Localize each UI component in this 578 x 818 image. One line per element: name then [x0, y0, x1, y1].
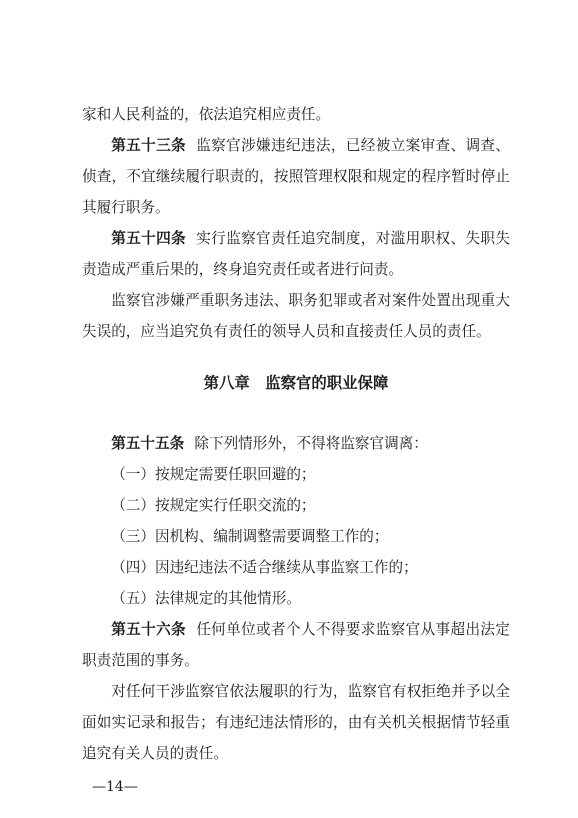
article-55-item-2: （二）按规定实行任职交流的；	[111, 497, 316, 514]
article-55-text: 除下列情形外，不得将监察官调离：	[194, 435, 428, 452]
article-55-number: 第五十五条	[111, 435, 185, 452]
chapter-title: 第八章 监察官的职业保障	[203, 374, 389, 392]
article-56-paragraph-2: 对任何干涉监察官依法履职的行为，监察官有权拒绝并予以全面如实记录和报告；有违纪违法情形的，由有关机关根据情节轻重追究有关人员的责任。	[82, 683, 510, 762]
article-55-item-1: （一）按规定需要任职回避的；	[111, 466, 316, 483]
article-54	[82, 223, 510, 285]
article-56-text: 任何单位或者个人不得要求监察官从事超出法定职责范围的事务。	[82, 621, 510, 669]
article-53-text: 监察官涉嫌违纪违法，已经被立案审查、调查、侦查，不宜继续履行职责的，按照管理权限和规定的程序暂时停止其履行职务。	[82, 137, 510, 216]
article-53-number: 第五十三条	[111, 137, 186, 154]
article-55-item-3: （三）因机构、编制调整需要调整工作的；	[111, 528, 389, 545]
article-53	[82, 130, 510, 223]
article-55-item-4: （四）因违纪违法不适合继续从事监察工作的；	[111, 559, 418, 576]
article-55	[82, 428, 510, 459]
article-55-item-5: （五）法律规定的其他情形。	[111, 590, 301, 607]
article-54-number: 第五十四条	[111, 230, 186, 247]
paragraph-continuation: 家和人民利益的，依法追究相应责任。	[82, 106, 331, 123]
article-54-paragraph-2: 监察官涉嫌严重职务违法、职务犯罪或者对案件处置出现重大失误的，应当追究负有责任的领导人员和直接责任人员的责任。	[82, 292, 510, 340]
article-54-text: 实行监察官责任追究制度，对滥用职权、失职失责造成严重后果的，终身追究责任或者进行问责。	[82, 230, 510, 278]
page-body	[82, 99, 510, 769]
page-number: —14—	[92, 779, 138, 795]
article-56	[82, 614, 510, 676]
article-56-number: 第五十六条	[111, 621, 186, 638]
